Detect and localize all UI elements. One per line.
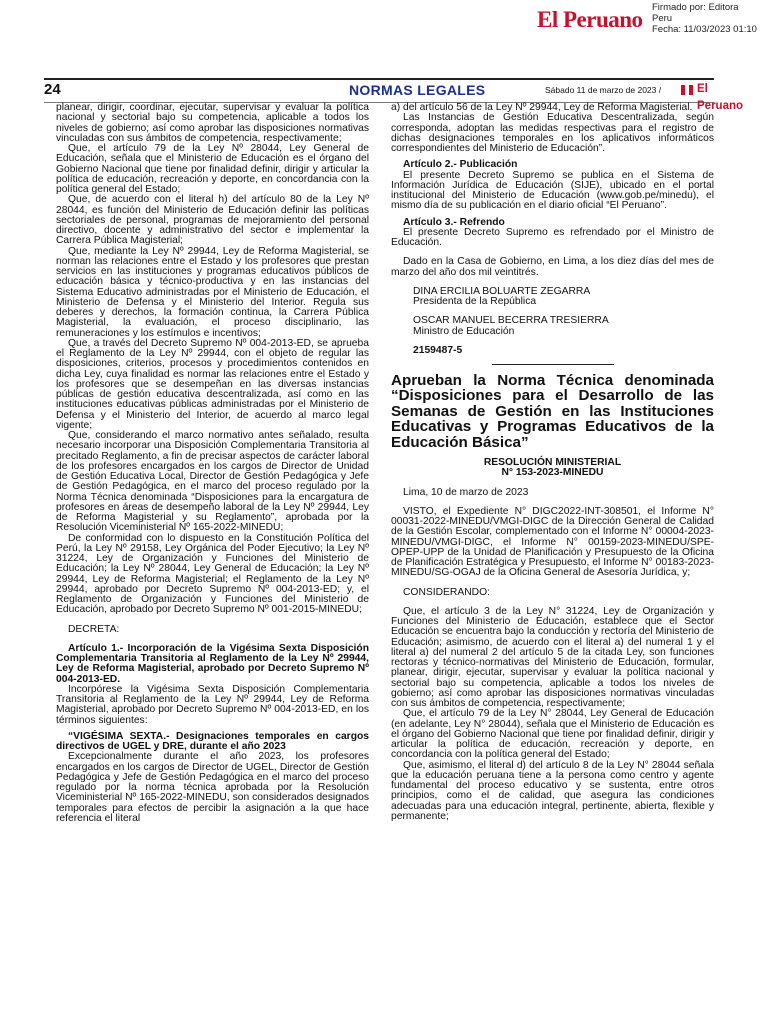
paragraph: Que, mediante la Ley Nº 29944, Ley de Reforma Magisterial, se norman las relaciones entre el Estado y los profesores que prestan servicios en las instituciones y programas educativos públicos de educación básica y técnico-productiva y en las instancias del Sistema Educativo administradas por el Ministerio de Educación, el Ministerio de Defensa y el Ministerio del Interior. Regula sus deberes y derechos, la formación continua, la Carrera Pública Magisterial, la evaluación, el proceso disciplinario, las remuneraciones y los estímulos e incentivos;: [56, 245, 369, 339]
article-2-title: Artículo 2.- Publicación: [403, 159, 518, 171]
peru-flag-icon: [681, 85, 693, 95]
digital-signature: [0, 0, 768, 44]
left-column: [56, 103, 369, 824]
paragraph: Que, el artículo 3 de la Ley N° 31224, Ley de Organización y Funciones del Ministerio de Educación, establece que el Sector Educación se encuentra bajo la conducción y rectoría del Ministerio de Educación; asimismo, de acuerdo con el literal a) del numeral 1 y el literal a) del numeral 2 del artículo 5 de la citada Ley, son funciones rectoras y técnico-normativas del Ministerio de Educación, formular, planear, dirigir, ejecutar, supervisar y evaluar la política nacional y sectorial bajo su competencia, aplicable a todos los niveles de gobierno; así como aprobar las disposiciones normativas vinculadas con sus ámbitos de competencia, respectivamente;: [391, 605, 714, 710]
signature-line: Peru: [652, 13, 673, 24]
header-brand: El Peruano: [697, 83, 744, 112]
paragraph: Que, de acuerdo con el literal h) del artículo 80 de la Ley Nº 28044, es función del Ministerio de Educación definir las políticas sectoriales de personal, programas de mejoramiento del personal directivo, docente y administrativo del sector e implementar la Carrera Pública Magisterial;: [56, 194, 369, 247]
paragraph: El presente Decreto Supremo se publica en el Sistema de Información Jurídica de Educación (SIJE), ubicado en el portal institucional del Ministerio de Educación (www.gob.pe/minedu), el mismo día de su publicación en el diario oficial “El Peruano”.: [391, 169, 714, 212]
signature-line: Fecha: 11/03/2023 01:10: [652, 24, 757, 35]
considerando-heading: CONSIDERANDO:: [403, 586, 490, 598]
paragraph: Que, considerando el marco normativo antes señalado, resulta necesario incorporar una Disposición Complementaria Transitoria al precitado Reglamento, a fin de precisar aspectos de carácter laboral de los profesores encargados en los cargos de Director de Unidad de Gestión Educativa Local, Director de Gestión Pedagógica y Jefe de Gestión Pedagógica, en el marco del proceso regulado por la Norma Técnica denominada “Disposiciones para la encargatura de profesores en áreas de desempeño laboral de la Ley Nº 29944, Ley de Reforma Magisterial y su Reglamento”, aprobada por la Resolución Viceministerial Nº 165-2022-MINEDU;: [56, 430, 369, 534]
signature-line: Firmado por: Editora: [652, 2, 739, 13]
signer-name: OSCAR MANUEL BECERRA TRESIERRA: [413, 315, 609, 327]
header-date: Sábado 11 de marzo de 2023 /: [545, 85, 662, 95]
article-headline: Aprueban la Norma Técnica denominada “Disposiciones para el Desarrollo de las Semanas de Gestión en las Instituciones Educativas y Programas Educativos de la Educación Básica”: [391, 372, 714, 451]
paragraph: De conformidad con lo dispuesto en la Constitución Política del Perú, la Ley Nº 29158, Ley Orgánica del Poder Ejecutivo; la Ley Nº 31224, Ley de Organización y Funciones del Ministerio de Educación; la Ley Nº 28044, Ley General de Educación; la Ley Nº 29944, Ley de Reforma Magisterial; el Reglamento de la Ley Nº 29944, aprobado por Decreto Supremo Nº 004-2013-ED; y, el Reglamento de Organización y Funciones del Ministerio de Educación, aprobado por Decreto Supremo Nº 001-2015-MINEDU;: [56, 532, 369, 616]
paragraph: Incorpórese la Vigésima Sexta Disposición Complementaria Transitoria al Reglamento de la Ley Nº 29944, Ley de Reforma Magisterial, aprobado por Decreto Supremo Nº 004-2013-ED, en los términos siguientes:: [56, 683, 369, 726]
paragraph: Que, a través del Decreto Supremo Nº 004-2013-ED, se aprueba el Reglamento de la Ley Nº 29944, con el objeto de regular las disposiciones, criterios, procesos y procedimientos contenidos en dicha Ley, cuya finalidad es normar las relaciones entre el Estado y los profesores que se desempeñan en las diversas instancias públicas de gestión educativa descentralizada, así como en las instituciones educativas públicas administradas por el Ministerio de Defensa y el Ministerio del Interior, de acuerdo al marco legal vigente;: [56, 337, 369, 431]
resolution-number: N° 153-2023-MINEDU: [501, 467, 604, 479]
paragraph: a) del artículo 56 de la Ley Nº 29944, Ley de Reforma Magisterial.: [391, 102, 693, 113]
paragraph: Las Instancias de Gestión Educativa Descentralizada, según corresponda, adoptan las medidas respectivas para el registro de dichas designaciones temporales en los aplicativos informáticos correspondientes del Ministerio de Educación”.: [391, 112, 714, 154]
divider: [492, 364, 614, 365]
paragraph: planear, dirigir, coordinar, ejecutar, supervisar y evaluar la política nacional y sectorial bajo su competencia, aplicable a todos los niveles de gobierno; así como aprobar las disposiciones normativas vinculadas con sus ámbitos de competencia, respectivamente;: [56, 102, 369, 144]
article-1-title: Artículo 1.- Incorporación de la Vigésima Sexta Disposición Complementaria Transitoria al Reglamento de la Ley Nº 29944, Ley de Reforma Magisterial, aprobado por Decreto Supremo Nº 004-2013-ED.: [56, 642, 369, 685]
transitional-provision-title: “VIGÉSIMA SEXTA.- Designaciones temporales en cargos directivos de UGEL y DRE, durante el año 2023: [56, 730, 369, 752]
place-date: Lima, 10 de marzo de 2023: [403, 486, 529, 498]
right-column: [391, 103, 714, 822]
section-title: NORMAS LEGALES: [349, 82, 486, 98]
paragraph: Que, el artículo 79 de la Ley Nº 28044, Ley General de Educación, señala que el Ministerio de Educación es el órgano del Gobierno Nacional que tiene por finalidad definir, dirigir y articular la política de educación, recreación y deporte, en concordancia con la política general del Estado;: [56, 143, 369, 195]
signer-name: DINA ERCILIA BOLUARTE ZEGARRA: [413, 285, 591, 297]
article-3-title: Artículo 3.- Refrendo: [403, 216, 505, 228]
paragraph: El presente Decreto Supremo es refrendado por el Ministro de Educación.: [391, 226, 714, 248]
paragraph: Que, asimismo, el literal d) del artículo 8 de la Ley N° 28044 señala que la educación peruana tiene a la persona como centro y agente fundamental del proceso educativo y se sustenta, entre otros principios, como el de calidad, que asegura las condiciones adecuadas para una educación integral, pertinente, abierta, flexible y permanente;: [391, 759, 714, 822]
document-code: 2159487-5: [413, 344, 463, 356]
signer-role: Presidenta de la República: [413, 296, 537, 307]
paragraph: Dado en la Casa de Gobierno, en Lima, a los diez días del mes de marzo del año dos mil veintitrés.: [391, 256, 714, 278]
decreta-heading: DECRETA:: [68, 623, 120, 635]
paragraph: VISTO, el Expediente N° DIGC2022-INT-308501, el Informe N° 00031-2022-MINEDU/VMGI-DIGC de la Dirección General de Calidad de la Gestión Escolar, complementado con el Informe N° 00004-2023-MINEDU/VMGI-DIGC, el Informe N° 00159-2023-MINEDU/SPE-OPEP-UPP de la Unidad de Planificación y Presupuesto de la Oficina de Planificación Estratégica y Presupuesto, el Informe N° 00183-2023-MINEDU/SG-OGAJ de la Oficina General de Asesoría Jurídica, y;: [391, 505, 714, 579]
signer-role: Ministro de Educación: [413, 325, 515, 337]
el-peruano-logo: El Peruano: [537, 7, 643, 32]
paragraph: Que, el artículo 79 de la Ley N° 28044, Ley General de Educación (en adelante, Ley N° 28044), señala que el Ministerio de Educación es el órgano del Gobierno Nacional que tiene por finalidad definir, dirigir y articular la política de educación, recreación y deporte, en concordancia con la política general del Estado;: [391, 708, 714, 761]
signature-text: [652, 2, 757, 35]
resolution-title: RESOLUCIÓN MINISTERIAL: [483, 457, 622, 469]
paragraph: Excepcionalmente durante el año 2023, los profesores encargados en los cargos de Director de UGEL, Director de Gestión Pedagógica y Jefe de Gestión Pedagógica en el marco del proceso regulado por la norma técnica aprobada por la Resolución Viceministerial Nº 165-2022-MINEDU, son considerados designados temporales para efectos de percibir la asignación a la que hace referencia el literal: [56, 751, 369, 824]
page-number: 24: [44, 81, 61, 98]
